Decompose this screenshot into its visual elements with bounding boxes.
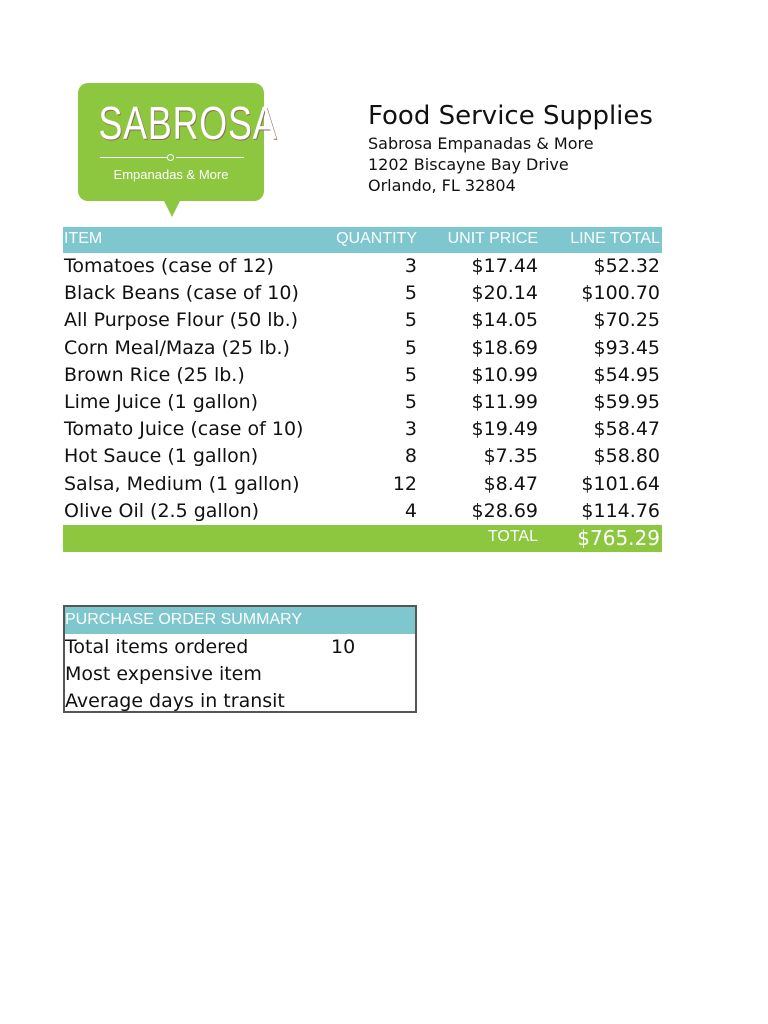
cell-item: Black Beans (case of 10) xyxy=(64,282,299,305)
cell-unit-price: $11.99 xyxy=(471,391,538,413)
cell-unit-price: $17.44 xyxy=(471,255,538,277)
cell-quantity: 4 xyxy=(404,499,417,522)
table-row xyxy=(63,471,662,498)
summary-label: Total items ordered xyxy=(65,636,249,658)
summary-title: PURCHASE ORDER SUMMARY xyxy=(65,611,303,628)
cell-unit-price: $14.05 xyxy=(471,309,538,332)
cell-line-total: $58.80 xyxy=(593,445,660,468)
cell-item: All Purpose Flour (50 lb.) xyxy=(64,309,299,332)
logo-divider-left xyxy=(100,157,168,158)
cell-unit-price: $19.49 xyxy=(471,418,538,441)
cell-line-total: $70.25 xyxy=(593,309,660,332)
table-row xyxy=(63,307,662,334)
summary-value: 10 xyxy=(331,636,356,658)
street-address: 1202 Biscayne Bay Drive xyxy=(368,155,569,174)
company-name: Sabrosa Empanadas & More xyxy=(368,134,594,153)
table-row xyxy=(63,416,662,443)
cell-unit-price: $8.47 xyxy=(483,472,538,495)
table-row xyxy=(63,389,662,416)
cell-item: Olive Oil (2.5 gallon) xyxy=(64,499,260,522)
table-row xyxy=(63,362,662,389)
logo-divider-right xyxy=(176,157,244,158)
column-header-line-total: LINE TOTAL xyxy=(570,230,660,247)
table-row xyxy=(63,443,662,470)
total-amount: $765.29 xyxy=(577,526,660,550)
table-row xyxy=(63,253,662,280)
cell-item: Lime Juice (1 gallon) xyxy=(64,391,259,413)
cell-unit-price: $10.99 xyxy=(471,363,538,386)
cell-line-total: $52.32 xyxy=(593,255,660,277)
column-header-quantity: QUANTITY xyxy=(336,230,417,247)
cell-item: Corn Meal/Maza (25 lb.) xyxy=(64,336,290,359)
company-logo xyxy=(78,83,278,201)
cell-quantity: 5 xyxy=(404,309,417,332)
cell-line-total: $114.76 xyxy=(581,499,660,522)
cell-line-total: $58.47 xyxy=(593,418,660,441)
cell-item: Salsa, Medium (1 gallon) xyxy=(64,472,300,495)
cell-quantity: 5 xyxy=(404,363,417,386)
city-address: Orlando, FL 32804 xyxy=(368,176,516,195)
table-row xyxy=(63,335,662,362)
document-title: Food Service Supplies xyxy=(368,101,653,131)
summary-row xyxy=(65,661,415,688)
summary-header xyxy=(65,607,415,634)
table-row xyxy=(63,280,662,307)
table-row xyxy=(63,498,662,525)
summary-label: Most expensive item xyxy=(65,663,262,685)
summary-label: Average days in transit xyxy=(65,690,285,712)
cell-item: Tomatoes (case of 12) xyxy=(64,255,274,277)
cell-item: Tomato Juice (case of 10) xyxy=(64,418,304,441)
cell-quantity: 3 xyxy=(404,255,417,277)
summary-row xyxy=(65,634,415,661)
cell-unit-price: $18.69 xyxy=(471,336,538,359)
total-label: TOTAL xyxy=(487,528,538,545)
cell-quantity: 5 xyxy=(404,282,417,305)
purchase-order-summary xyxy=(63,605,417,713)
total-row xyxy=(63,525,662,552)
cell-line-total: $59.95 xyxy=(593,391,660,413)
cell-quantity: 12 xyxy=(392,472,417,495)
cell-item: Hot Sauce (1 gallon) xyxy=(64,445,259,468)
logo-wordmark: SABROSA xyxy=(98,97,278,149)
logo-divider-dot xyxy=(167,154,174,161)
logo-tagline: Empanadas & More xyxy=(113,167,229,182)
cell-unit-price: $28.69 xyxy=(471,499,538,522)
cell-line-total: $101.64 xyxy=(581,472,660,495)
table-header xyxy=(63,227,662,253)
cell-quantity: 3 xyxy=(404,418,417,441)
column-header-item: ITEM xyxy=(64,230,103,247)
cell-quantity: 5 xyxy=(404,336,417,359)
column-header-unit-price: UNIT PRICE xyxy=(447,230,538,247)
cell-quantity: 8 xyxy=(404,445,417,468)
cell-quantity: 5 xyxy=(404,391,417,413)
cell-unit-price: $20.14 xyxy=(471,282,538,305)
cell-line-total: $93.45 xyxy=(593,336,660,359)
cell-line-total: $100.70 xyxy=(581,282,660,305)
cell-item: Brown Rice (25 lb.) xyxy=(64,363,245,386)
cell-line-total: $54.95 xyxy=(593,363,660,386)
summary-row xyxy=(65,688,415,715)
logo-speech-tail xyxy=(163,199,181,217)
cell-unit-price: $7.35 xyxy=(483,445,538,468)
